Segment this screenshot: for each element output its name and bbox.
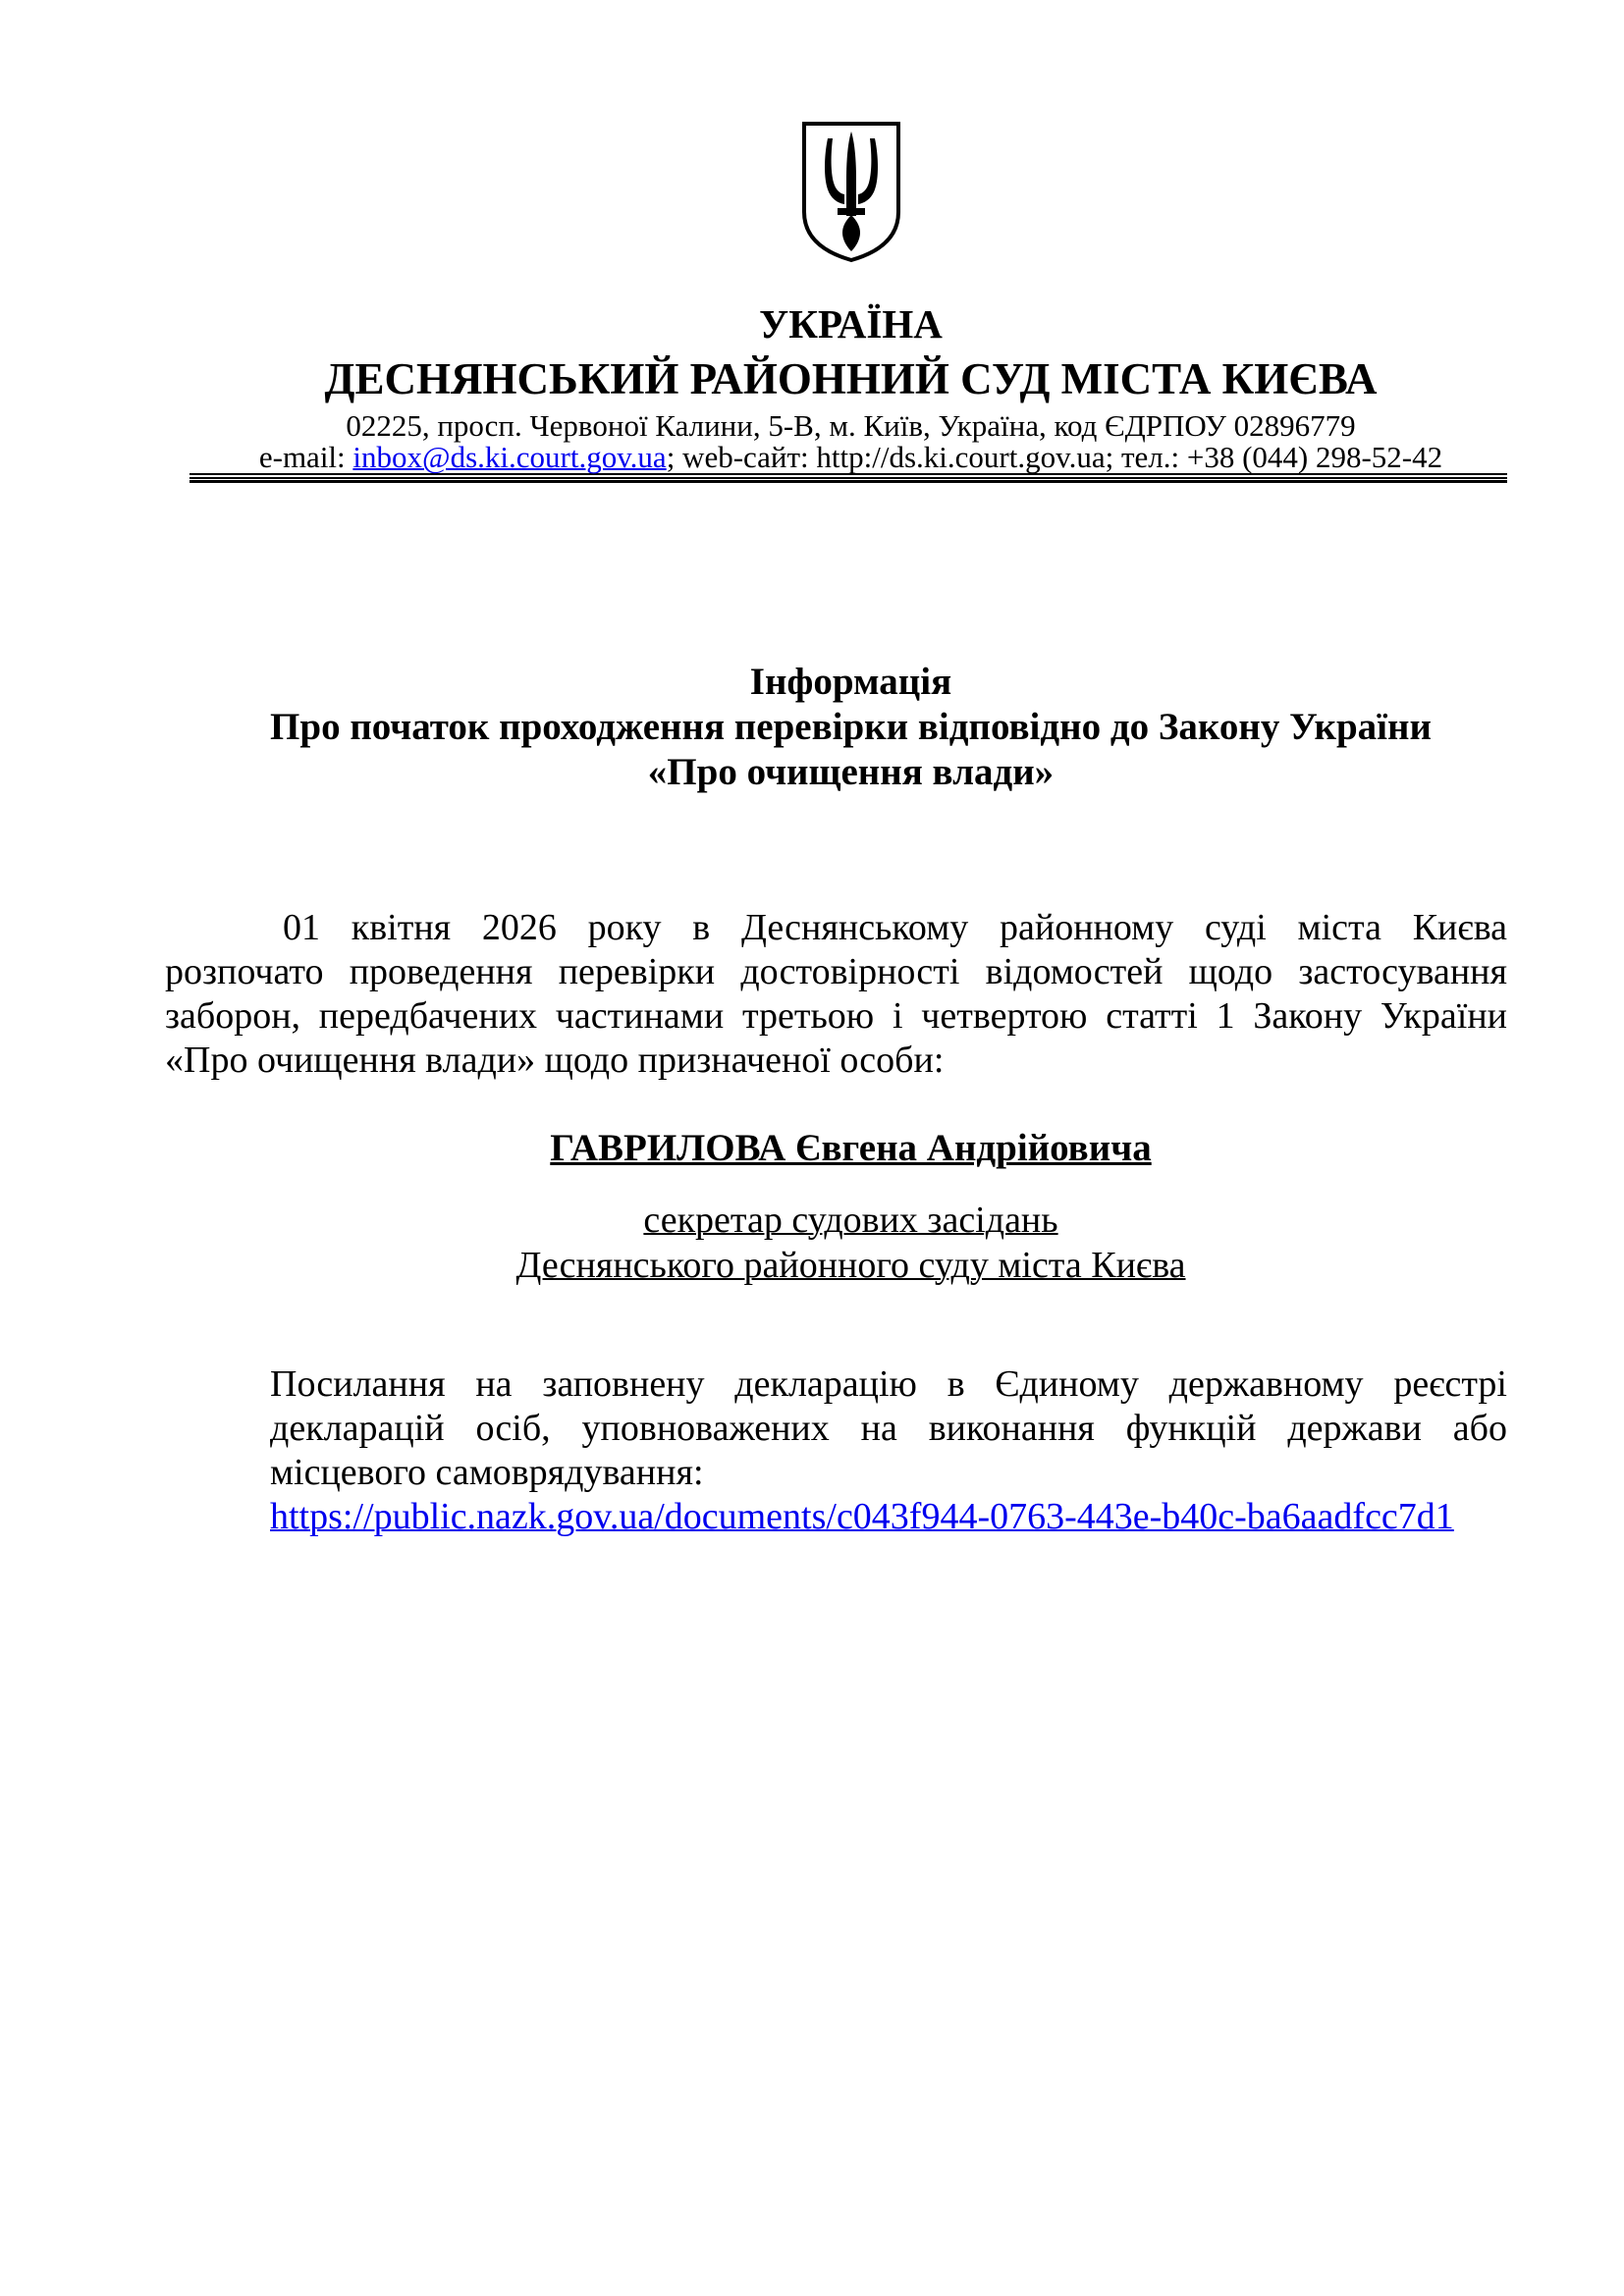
ukraine-trident-emblem-icon xyxy=(799,120,903,265)
position-line-2: Деснянського районного суду міста Києва xyxy=(515,1245,1186,1286)
title-line-3: «Про очищення влади» xyxy=(647,751,1055,793)
email-label: e-mail: xyxy=(258,440,353,474)
court-address-line: 02225, просп. Червоної Калини, 5-В, м. Київ, Україна, код ЄДРПОУ 02896779 xyxy=(346,408,1356,443)
court-name: ДЕСНЯНСЬКИЙ РАЙОННИЙ СУД МІСТА КИЄВА xyxy=(324,354,1378,403)
court-contacts-line xyxy=(194,442,1507,473)
contacts-text: ; web-сайт: http://ds.ki.court.gov.ua; тел.: +38 (044) 298-52-42 xyxy=(666,440,1443,474)
position-line-1: секретар судових засідань xyxy=(643,1200,1058,1241)
country-name: УКРАЇНА xyxy=(759,301,943,347)
paragraph-line: декларацій осіб, уповноважених на виконання функцій держави або xyxy=(270,1408,1507,1449)
reference-paragraph xyxy=(270,1362,1507,1495)
body-paragraph xyxy=(165,906,1507,1083)
emblem-container xyxy=(194,0,1507,265)
title-line-2: Про початок проходження перевірки відповідно до Закону України xyxy=(270,706,1432,748)
title-line-1: Інформація xyxy=(749,661,952,703)
paragraph-line: 01 квітня 2026 року в Деснянському районному суді міста Києва xyxy=(283,907,1507,948)
person-name: ГАВРИЛОВА Євгена Андрійовича xyxy=(550,1127,1152,1169)
paragraph-line: місцевого самоврядування: xyxy=(270,1452,704,1493)
paragraph-line: розпочато проведення перевірки достовірності відомостей щодо застосування xyxy=(165,951,1507,992)
document-title xyxy=(194,660,1507,795)
paragraph-line: «Про очищення влади» щодо призначеної особи: xyxy=(165,1040,945,1081)
paragraph-line: Посилання на заповнену декларацію в Єдиному державному реєстрі xyxy=(270,1363,1507,1405)
header-divider-rule xyxy=(189,473,1507,483)
email-link[interactable]: inbox@ds.ki.court.gov.ua xyxy=(352,440,667,474)
paragraph-line: заборон, передбачених частинами третьою і четвертою статті 1 Закону України xyxy=(165,995,1507,1037)
declaration-url-link[interactable]: https://public.nazk.gov.ua/documents/c043f944-0763-443e-b40c-ba6aadfcc7d1 xyxy=(270,1496,1454,1537)
